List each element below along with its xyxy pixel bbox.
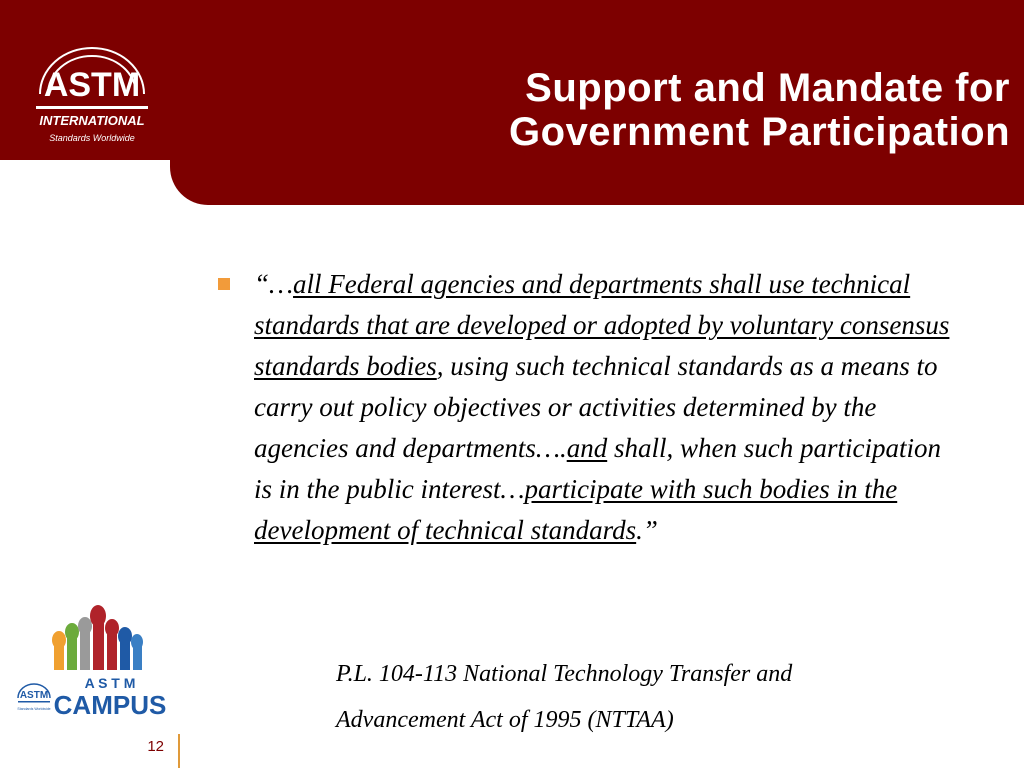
quote-text-middle: , using such technical standards as a means to carry out policy objectives or activities determined by the agencies and departments…. xyxy=(254,351,938,463)
svg-text:ASTM: ASTM xyxy=(19,690,49,701)
quote-open: “… xyxy=(254,269,294,299)
page-number-divider xyxy=(178,734,180,768)
citation-line-2: Advancement Act of 1995 (NTTAA) xyxy=(336,707,674,733)
svg-text:CAMPUS: CAMPUS xyxy=(53,690,167,720)
astm-international-logo xyxy=(30,28,154,150)
citation xyxy=(336,651,976,743)
quote-close: .” xyxy=(636,515,658,545)
slide-title-line-1: Support and Mandate for xyxy=(525,66,1010,110)
quote-underlined-participate: participate with such bodies in the development of technical standards xyxy=(254,474,898,545)
raised-hands-icon xyxy=(52,605,143,670)
square-bullet-icon xyxy=(218,278,230,290)
svg-text:Standards Worldwide: Standards Worldwide xyxy=(17,707,51,711)
svg-text:INTERNATIONAL: INTERNATIONAL xyxy=(39,113,145,128)
svg-text:ASTM: ASTM xyxy=(43,66,141,104)
quote-underlined-mandate: all Federal agencies and departments shall use technical standards that are developed or adopted by voluntary consensus standards bodies xyxy=(254,269,950,381)
svg-text:A S T M: A S T M xyxy=(84,675,136,691)
quote-text-participation: shall, when such participation is in the public interest… xyxy=(254,433,941,504)
slide-title-line-2: Government Participation xyxy=(509,110,1010,154)
quote-underlined-and: and xyxy=(566,433,608,463)
svg-text:Standards Worldwide: Standards Worldwide xyxy=(49,133,135,143)
page-number: 12 xyxy=(147,738,164,755)
mini-astm-logo xyxy=(17,684,50,711)
astm-campus-logo xyxy=(12,602,172,724)
citation-line-1: P.L. 104-113 National Technology Transfer and xyxy=(336,661,793,687)
slide-title xyxy=(370,66,1010,154)
quote-paragraph xyxy=(254,264,964,551)
